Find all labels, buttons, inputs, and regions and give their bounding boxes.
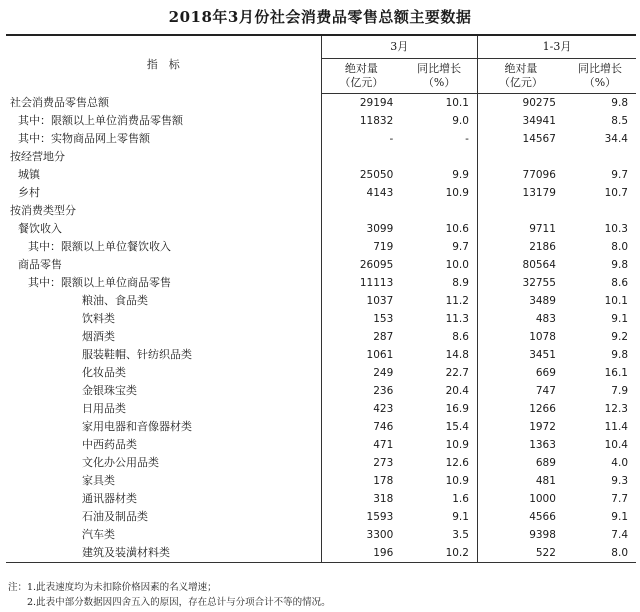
row-label: 城镇 xyxy=(18,168,40,181)
march-growth xyxy=(401,148,477,166)
table-row xyxy=(6,418,636,436)
march-growth: 8.6 xyxy=(452,331,469,343)
q1-growth: 10.4 xyxy=(604,439,628,451)
q1-growth: 9.8 xyxy=(611,349,628,361)
table-row xyxy=(6,472,636,490)
table-row xyxy=(6,148,636,166)
row-label: 乡村 xyxy=(18,186,40,199)
table-row xyxy=(6,94,636,113)
march-value: 3099 xyxy=(321,220,401,238)
march-value: 249 xyxy=(321,364,401,382)
table-row xyxy=(6,454,636,472)
march-growth: 10.9 xyxy=(445,475,469,487)
q1-value: 80564 xyxy=(477,256,563,274)
row-label: 社会消费品零售总额 xyxy=(10,95,109,109)
march-value: 178 xyxy=(321,472,401,490)
row-label: 饮料类 xyxy=(82,312,115,325)
table-row xyxy=(6,220,636,238)
table-row xyxy=(6,508,636,526)
march-value: 4143 xyxy=(321,184,401,202)
march-value: 423 xyxy=(321,400,401,418)
q1-growth: 10.3 xyxy=(604,223,628,235)
footnote: 2.此表中部分数据因四舍五入的原因，存在总计与分项合计不等的情况。 xyxy=(8,597,331,608)
table-row xyxy=(6,490,636,508)
march-value: 287 xyxy=(321,328,401,346)
row-label: 商品零售 xyxy=(18,258,62,271)
march-growth xyxy=(401,202,477,220)
q1-value: 3451 xyxy=(477,346,563,364)
march-growth: 11.3 xyxy=(445,313,469,325)
march-value: 1061 xyxy=(321,346,401,364)
table-row xyxy=(6,130,636,148)
table-row xyxy=(6,400,636,418)
march-growth: 12.6 xyxy=(445,457,469,469)
march-value: 11113 xyxy=(321,274,401,292)
row-label: 餐饮收入 xyxy=(18,222,62,235)
march-value: 196 xyxy=(321,544,401,563)
period-march-header: 3月 xyxy=(321,35,477,59)
table-row xyxy=(6,328,636,346)
q1-value: 1078 xyxy=(477,328,563,346)
march-growth: 10.9 xyxy=(445,439,469,451)
row-label: 粮油、食品类 xyxy=(82,294,148,307)
march-growth: 3.5 xyxy=(452,529,469,541)
march-value xyxy=(321,148,401,166)
march-growth: 11.2 xyxy=(445,295,469,307)
row-label: 服装鞋帽、针纺织品类 xyxy=(82,348,192,361)
q1-growth: 8.0 xyxy=(611,241,628,253)
q1-value: 1000 xyxy=(477,490,563,508)
q1-growth: 9.1 xyxy=(611,511,628,523)
q1-growth: 9.2 xyxy=(611,331,628,343)
q1-growth: 34.4 xyxy=(604,133,628,145)
march-value: 153 xyxy=(321,310,401,328)
footnotes xyxy=(8,580,331,610)
row-label: 其中：限额以上单位商品零售 xyxy=(28,276,171,289)
q1-value: 669 xyxy=(477,364,563,382)
march-value: 719 xyxy=(321,238,401,256)
table-row xyxy=(6,364,636,382)
table-row xyxy=(6,238,636,256)
march-value: 746 xyxy=(321,418,401,436)
q1-growth: 9.1 xyxy=(611,313,628,325)
q1-value: 522 xyxy=(477,544,563,563)
q1-value: 3489 xyxy=(477,292,563,310)
q1-growth: 10.1 xyxy=(604,295,628,307)
q1-value: 483 xyxy=(477,310,563,328)
q1-growth: 9.3 xyxy=(611,475,628,487)
q1-value: 481 xyxy=(477,472,563,490)
march-value: 26095 xyxy=(321,256,401,274)
q1-growth: 16.1 xyxy=(604,367,628,379)
q1-growth xyxy=(564,202,636,220)
row-label: 化妆品类 xyxy=(82,366,126,379)
table-row xyxy=(6,274,636,292)
march-value: - xyxy=(321,130,401,148)
row-label: 金银珠宝类 xyxy=(82,384,137,397)
q1-growth: 8.6 xyxy=(611,277,628,289)
q1-growth: 7.9 xyxy=(611,385,628,397)
march-growth: 10.1 xyxy=(445,97,469,109)
march-growth: - xyxy=(465,133,469,145)
march-growth: 15.4 xyxy=(445,421,469,433)
row-label: 汽车类 xyxy=(82,528,115,541)
march-growth: 22.7 xyxy=(445,367,469,379)
q1-growth: 11.4 xyxy=(604,421,628,433)
row-label: 家用电器和音像器材类 xyxy=(82,420,192,433)
row-label: 石油及制品类 xyxy=(82,510,148,523)
row-label: 家具类 xyxy=(82,474,115,487)
q1-value: 32755 xyxy=(477,274,563,292)
q1-value xyxy=(477,148,563,166)
growth-header: 同比增长 （%） xyxy=(564,59,636,94)
table-row xyxy=(6,166,636,184)
q1-growth: 9.7 xyxy=(611,169,628,181)
table-row xyxy=(6,292,636,310)
retail-data-table xyxy=(6,34,636,563)
q1-growth: 8.0 xyxy=(564,544,636,563)
march-value: 471 xyxy=(321,436,401,454)
period-q1-header: 1-3月 xyxy=(477,35,636,59)
row-label: 中西药品类 xyxy=(82,438,137,451)
q1-value: 9398 xyxy=(477,526,563,544)
q1-value: 2186 xyxy=(477,238,563,256)
march-growth: 14.8 xyxy=(445,349,469,361)
q1-value: 1266 xyxy=(477,400,563,418)
march-growth: 10.0 xyxy=(445,259,469,271)
q1-growth: 4.0 xyxy=(611,457,628,469)
table-row xyxy=(6,202,636,220)
march-growth: 9.1 xyxy=(452,511,469,523)
march-value: 1593 xyxy=(321,508,401,526)
table-row xyxy=(6,112,636,130)
march-growth: 9.0 xyxy=(452,115,469,127)
march-value: 236 xyxy=(321,382,401,400)
q1-growth: 9.8 xyxy=(611,97,628,109)
table-row xyxy=(6,256,636,274)
march-growth: 16.9 xyxy=(445,403,469,415)
table-row xyxy=(6,436,636,454)
q1-value xyxy=(477,202,563,220)
row-label: 烟酒类 xyxy=(82,330,115,343)
q1-growth: 7.7 xyxy=(611,493,628,505)
table-row xyxy=(6,184,636,202)
march-value: 318 xyxy=(321,490,401,508)
q1-value: 14567 xyxy=(477,130,563,148)
q1-growth: 7.4 xyxy=(611,529,628,541)
march-value: 3300 xyxy=(321,526,401,544)
footnote: 注：1.此表速度均为未扣除价格因素的名义增速； xyxy=(8,582,217,593)
march-growth: 9.7 xyxy=(452,241,469,253)
q1-growth: 10.7 xyxy=(604,187,628,199)
table-row xyxy=(6,544,636,563)
row-label: 建筑及装潢材料类 xyxy=(6,544,321,563)
row-label: 通讯器材类 xyxy=(82,492,137,505)
abs-header: 绝对量 （亿元） xyxy=(321,59,401,94)
indicator-header: 指 标 xyxy=(6,35,321,94)
table-row xyxy=(6,346,636,364)
q1-growth xyxy=(564,148,636,166)
abs-header: 绝对量 （亿元） xyxy=(477,59,563,94)
table-row xyxy=(6,526,636,544)
march-value: 273 xyxy=(321,454,401,472)
row-label: 文化办公用品类 xyxy=(82,456,159,469)
row-label: 其中：限额以上单位餐饮收入 xyxy=(28,240,171,253)
q1-growth: 9.8 xyxy=(611,259,628,271)
row-label: 按消费类型分 xyxy=(10,204,76,217)
growth-header: 同比增长 （%） xyxy=(401,59,477,94)
march-growth: 9.9 xyxy=(452,169,469,181)
q1-value: 4566 xyxy=(477,508,563,526)
q1-value: 1972 xyxy=(477,418,563,436)
row-label: 其中：实物商品网上零售额 xyxy=(18,132,150,145)
q1-value: 90275 xyxy=(477,94,563,113)
march-growth: 10.9 xyxy=(445,187,469,199)
march-growth: 1.6 xyxy=(452,493,469,505)
table-row xyxy=(6,382,636,400)
row-label: 按经营地分 xyxy=(10,150,65,163)
march-growth: 20.4 xyxy=(445,385,469,397)
march-growth: 8.9 xyxy=(452,277,469,289)
q1-value: 689 xyxy=(477,454,563,472)
table-row xyxy=(6,310,636,328)
march-value: 11832 xyxy=(321,112,401,130)
q1-growth: 8.5 xyxy=(611,115,628,127)
march-growth: 10.2 xyxy=(401,544,477,563)
march-value xyxy=(321,202,401,220)
q1-value: 34941 xyxy=(477,112,563,130)
march-value: 25050 xyxy=(321,166,401,184)
march-growth: 10.6 xyxy=(445,223,469,235)
march-value: 1037 xyxy=(321,292,401,310)
q1-value: 747 xyxy=(477,382,563,400)
q1-value: 77096 xyxy=(477,166,563,184)
march-value: 29194 xyxy=(321,94,401,113)
row-label: 其中：限额以上单位消费品零售额 xyxy=(18,114,183,127)
q1-value: 13179 xyxy=(477,184,563,202)
q1-value: 9711 xyxy=(477,220,563,238)
table-title: 2018年3月份社会消费品零售总额主要数据 xyxy=(168,8,472,26)
row-label: 日用品类 xyxy=(82,402,126,415)
q1-value: 1363 xyxy=(477,436,563,454)
q1-growth: 12.3 xyxy=(604,403,628,415)
